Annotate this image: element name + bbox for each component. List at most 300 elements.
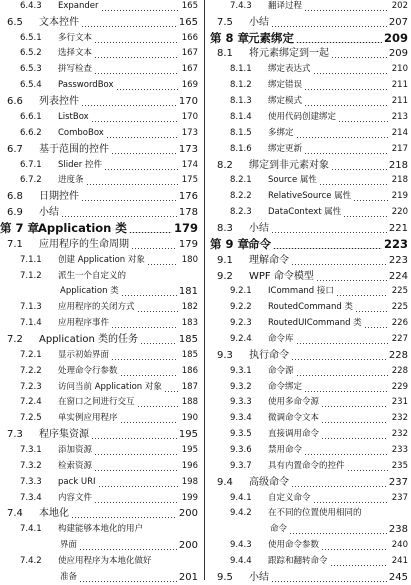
toc-entry-number: 6.5	[7, 17, 23, 28]
toc-entry-page: 232	[391, 429, 408, 439]
toc-entry-page: 218	[391, 175, 408, 185]
toc-entry	[210, 459, 408, 474]
toc-entry-page: 211	[391, 96, 408, 106]
toc-entry	[0, 173, 198, 188]
toc-entry	[210, 395, 408, 410]
dot-leader	[131, 248, 177, 249]
dot-leader	[111, 327, 178, 328]
toc-entry	[0, 522, 198, 537]
toc-entry-title: 使应用程序为本地化做好	[58, 556, 152, 566]
toc-entry-number: 9.2.3	[230, 318, 252, 328]
toc-entry	[0, 300, 198, 315]
toc-entry-page: 229	[391, 382, 408, 392]
toc-entry-number: 7.4.3	[230, 1, 252, 11]
toc-entry-page: 185	[178, 334, 198, 345]
dot-leader	[120, 422, 178, 423]
dot-leader	[321, 422, 388, 423]
toc-entry	[0, 158, 198, 173]
toc-entry	[210, 522, 408, 537]
toc-entry-title: 显示初始界面	[58, 350, 110, 360]
toc-entry-number: 7.1.2	[20, 271, 42, 281]
toc-entry	[210, 31, 408, 46]
toc-entry-number: 9.1	[217, 255, 233, 266]
toc-entry-number: 6.5.3	[20, 64, 42, 74]
toc-entry-title: 命令库	[268, 334, 294, 344]
toc-entry	[0, 475, 198, 490]
dot-leader	[147, 264, 178, 265]
toc-entry-page: 173	[181, 128, 198, 138]
toc-entry-page: 188	[181, 397, 198, 407]
toc-entry-page: 238	[388, 524, 408, 535]
toc-entry-page: 187	[181, 382, 198, 392]
toc-entry	[0, 364, 198, 379]
dot-leader	[106, 137, 178, 138]
toc-entry	[210, 506, 408, 521]
toc-entry-page: 225	[391, 286, 408, 296]
toc-entry	[210, 269, 408, 284]
toc-entry-title: ICommand 接口	[268, 286, 334, 296]
toc-entry	[210, 570, 408, 585]
toc-entry-title: 绑定错误	[268, 80, 303, 90]
dot-leader	[140, 343, 177, 344]
toc-entry-page: 221	[388, 223, 408, 234]
toc-entry-page: 179	[178, 239, 198, 250]
toc-entry	[210, 173, 408, 188]
dot-leader	[104, 169, 178, 170]
toc-entry-page: 209	[388, 48, 408, 59]
toc-entry-number: 7.2.5	[20, 413, 42, 423]
toc-entry-title: 添加资源	[58, 445, 93, 455]
toc-entry-page: 190	[181, 413, 198, 423]
toc-entry-page: 201	[178, 572, 198, 583]
toc-entry-title: 自定义命令	[268, 493, 311, 503]
dot-leader	[321, 406, 388, 407]
toc-entry-title: 处理命令行参数	[58, 366, 118, 376]
toc-entry-number: 6.7	[7, 144, 23, 155]
toc-entry	[0, 459, 198, 474]
toc-entry-number: 9.4	[217, 477, 233, 488]
toc-entry-page: 167	[181, 64, 198, 74]
toc-entry	[0, 316, 198, 331]
dot-leader	[94, 42, 178, 43]
toc-entry-page: 209	[383, 31, 408, 45]
toc-entry-title: 绑定模式	[268, 96, 303, 106]
toc-entry-number: 7.1	[7, 239, 23, 250]
toc-entry	[0, 443, 198, 458]
dot-leader	[291, 264, 387, 265]
toc-entry-number: 9.3	[217, 350, 233, 361]
toc-entry	[210, 348, 408, 363]
toc-entry-number: 6.6	[7, 96, 23, 107]
toc-entry	[0, 570, 198, 585]
dot-leader	[296, 343, 388, 344]
toc-entry	[0, 221, 198, 236]
toc-entry-number: 8.1	[217, 48, 233, 59]
dot-leader	[94, 73, 178, 74]
toc-entry	[0, 427, 198, 442]
toc-entry-title: RoutedCommand 类	[268, 302, 353, 312]
toc-entry	[0, 205, 198, 220]
toc-entry-title: WPF 命令模型	[249, 271, 314, 282]
toc-entry-title: 文本控件	[39, 17, 79, 28]
toc-entry-page: 210	[391, 64, 408, 74]
toc-entry	[210, 46, 408, 61]
dot-leader	[296, 375, 388, 376]
toc-entry	[210, 475, 408, 490]
toc-entry-page: 200	[178, 508, 198, 519]
toc-entry-title: 多绑定	[268, 128, 294, 138]
dot-leader	[313, 73, 388, 74]
toc-entry	[210, 427, 408, 442]
toc-entry-number: 6.7.1	[20, 160, 42, 170]
toc-entry-number: 9.3.2	[230, 382, 252, 392]
toc-entry	[210, 142, 408, 157]
toc-entry-page: 202	[391, 1, 408, 11]
toc-entry-number: 6.6.2	[20, 128, 42, 138]
dot-leader	[347, 470, 388, 471]
toc-entry	[210, 411, 408, 426]
toc-entry-title: 命令绑定	[268, 382, 303, 392]
toc-entry-number: 9.3.4	[230, 413, 252, 423]
toc-entry-number: 7.2.2	[20, 366, 42, 376]
toc-entry-number: 9.3.6	[230, 445, 252, 455]
dot-leader	[94, 57, 178, 58]
dot-leader	[331, 57, 387, 58]
toc-entry	[0, 78, 198, 93]
dot-leader	[79, 549, 177, 550]
dot-leader	[304, 454, 388, 455]
toc-entry	[0, 332, 198, 347]
toc-entry-title: Application 类的任务	[39, 334, 139, 345]
toc-entry-number: 9.2	[217, 271, 233, 282]
dot-leader	[94, 454, 178, 455]
toc-entry	[210, 221, 408, 236]
toc-entry-page: 170	[178, 96, 198, 107]
dot-leader	[319, 184, 388, 185]
dot-leader	[304, 89, 388, 90]
toc-entry-page: 245	[388, 572, 408, 583]
toc-entry-title: RelativeSource 属性	[268, 191, 352, 201]
toc-entry-number: 9.4.4	[230, 556, 252, 566]
toc-entry	[0, 506, 198, 521]
toc-entry-page: 214	[391, 128, 408, 138]
toc-entry-number: 8.2.2	[230, 191, 252, 201]
toc-entry	[210, 380, 408, 395]
dot-leader	[111, 153, 177, 154]
toc-entry-page: 228	[388, 350, 408, 361]
dot-leader	[273, 248, 382, 249]
toc-entry	[210, 15, 408, 30]
toc-entry-number: 第 9 章	[210, 237, 250, 251]
toc-entry-title: 小结	[39, 207, 59, 218]
toc-entry-number: 9.4.2	[230, 508, 252, 518]
toc-entry-page: 231	[391, 397, 408, 407]
toc-entry-title: 拼写检查	[58, 64, 93, 74]
toc-entry-title: 访问当前 Application 对象	[58, 382, 162, 392]
toc-entry	[210, 62, 408, 77]
toc-entry-title: 小结	[249, 572, 269, 583]
toc-entry-title: 在窗口之间进行交互	[58, 397, 135, 407]
toc-entry	[0, 348, 198, 363]
toc-entry-title: 执行命令	[249, 350, 289, 361]
toc-entry	[0, 269, 198, 284]
toc-entry-page: 165	[181, 1, 198, 11]
toc-entry-title: 界面	[60, 540, 78, 550]
toc-entry-title: 应用程序的关闭方式	[58, 302, 135, 312]
toc-entry-page: 185	[181, 350, 198, 360]
toc-entry-title: 命令源	[268, 366, 294, 376]
toc-entry	[0, 0, 198, 14]
toc-entry	[0, 189, 198, 204]
toc-entry-number: 8.2	[217, 160, 233, 171]
toc-entry-page: 200	[178, 540, 198, 551]
dot-leader	[137, 311, 178, 312]
dot-leader	[296, 42, 382, 43]
toc-entry-title: 本地化	[39, 508, 69, 519]
toc-entry	[210, 237, 408, 252]
dot-leader	[164, 391, 178, 392]
toc-entry	[210, 94, 408, 109]
toc-entry	[210, 443, 408, 458]
toc-entry-number: 7.3.2	[20, 461, 42, 471]
toc-entry-title: 内容文件	[58, 493, 93, 503]
toc-entry	[210, 78, 408, 93]
toc-entry-title: 绑定到非元素对象	[249, 160, 329, 171]
toc-entry	[210, 284, 408, 299]
toc-entry-page: 235	[391, 461, 408, 471]
toc-entry	[210, 126, 408, 141]
toc-entry-page: 224	[388, 271, 408, 282]
dot-leader	[313, 502, 388, 503]
toc-entry-number: 8.1.1	[230, 64, 252, 74]
dot-leader	[271, 581, 387, 582]
toc-entry-title: 应用程序事件	[58, 318, 110, 328]
toc-entry-title: 翻译过程	[268, 1, 303, 11]
dot-leader	[289, 533, 387, 534]
toc-entry-number: 9.2.2	[230, 302, 252, 312]
toc-entry-number: 6.5.1	[20, 33, 42, 43]
toc-entry	[0, 31, 198, 46]
dot-leader	[343, 216, 388, 217]
toc-entry-title: 单实例应用程序	[58, 413, 118, 423]
toc-entry-number: 8.2.3	[230, 207, 252, 217]
dot-leader	[353, 200, 388, 201]
toc-entry-title: ListBox	[58, 112, 89, 122]
dot-leader	[137, 406, 178, 407]
toc-entry	[210, 364, 408, 379]
toc-entry	[210, 538, 408, 553]
toc-entry	[0, 94, 198, 109]
toc-entry-title: 多行文本	[58, 33, 93, 43]
dot-leader	[271, 26, 387, 27]
toc-entry-page: 237	[388, 477, 408, 488]
toc-entry	[0, 538, 198, 553]
toc-entry-title: 微调命令文本	[268, 413, 320, 423]
toc-entry-title: Application 类	[60, 286, 119, 296]
toc-entry-number: 9.4.1	[230, 493, 252, 503]
toc-entry	[0, 253, 198, 268]
toc-entry-number: 7.1.3	[20, 302, 42, 312]
toc-entry-number: 7.3	[7, 429, 23, 440]
toc-entry-number: 8.1.4	[230, 112, 252, 122]
toc-entry-page: 219	[391, 191, 408, 201]
dot-leader	[364, 327, 388, 328]
toc-entry	[0, 554, 198, 569]
toc-entry-number: 7.1.1	[20, 255, 42, 265]
dot-leader	[304, 391, 388, 392]
dot-leader	[111, 359, 178, 360]
toc-entry-page: 232	[391, 413, 408, 423]
toc-entry-title: 选择文本	[58, 48, 93, 58]
toc-entry-page: 225	[391, 302, 408, 312]
dot-leader	[86, 184, 178, 185]
dot-leader	[291, 486, 387, 487]
toc-entry-title: 高级命令	[249, 477, 289, 488]
toc-entry-title: 小结	[249, 223, 269, 234]
dot-leader	[120, 375, 178, 376]
toc-entry-page: 211	[391, 80, 408, 90]
toc-entry-page: 186	[181, 366, 198, 376]
dot-leader	[338, 121, 388, 122]
toc-entry-number: 7.1.4	[20, 318, 42, 328]
toc-entry-page: 223	[388, 255, 408, 266]
toc-entry-title: Application 类	[38, 221, 127, 235]
toc-entry	[0, 491, 198, 506]
dot-leader	[304, 153, 388, 154]
toc-entry-page: 240	[391, 540, 408, 550]
dot-leader	[296, 137, 388, 138]
toc-entry-title: 使用命令参数	[268, 540, 320, 550]
dot-leader	[81, 200, 177, 201]
toc-entry-number: 7.4.1	[20, 524, 42, 534]
toc-entry-title: pack URI	[58, 477, 96, 487]
toc-entry-number: 6.9	[7, 207, 23, 218]
toc-entry-page: 241	[391, 556, 408, 566]
toc-entry-number: 7.2.4	[20, 397, 42, 407]
toc-entry-page: 181	[178, 286, 198, 297]
toc-entry-number: 8.1.6	[230, 144, 252, 154]
toc-entry	[210, 189, 408, 204]
dot-leader	[271, 232, 387, 233]
toc-entry	[0, 62, 198, 77]
toc-entry-page: 178	[178, 207, 198, 218]
toc-entry-title: 列表控件	[39, 96, 79, 107]
toc-entry-page: 170	[181, 112, 198, 122]
toc-entry-page: 196	[181, 461, 198, 471]
toc-entry-title: 具有内置命令的控件	[268, 461, 345, 471]
toc-entry	[210, 205, 408, 220]
toc-entry	[210, 253, 408, 268]
toc-entry-title: DataContext 属性	[268, 207, 342, 217]
dot-leader	[91, 121, 178, 122]
toc-entry-number: 8.1.5	[230, 128, 252, 138]
dot-leader	[121, 295, 177, 296]
dot-leader	[129, 232, 172, 233]
dot-leader	[316, 280, 387, 281]
dot-leader	[321, 549, 388, 550]
toc-entry	[210, 332, 408, 347]
dot-leader	[98, 486, 178, 487]
toc-entry-number: 6.7.2	[20, 175, 42, 185]
toc-entry-number: 7.3.4	[20, 493, 42, 503]
toc-entry-number: 6.4.3	[20, 1, 42, 11]
toc-entry-page: 195	[181, 445, 198, 455]
toc-entry-title: 程序集资源	[39, 429, 89, 440]
toc-entry	[0, 110, 198, 125]
toc-entry-title: 检索资源	[58, 461, 93, 471]
toc-entry-page: 198	[181, 477, 198, 487]
toc-entry-title: 创建 Application 对象	[58, 255, 145, 265]
dot-leader	[330, 565, 388, 566]
toc-entry	[210, 110, 408, 125]
toc-entry-page: 233	[391, 445, 408, 455]
toc-entry-title: 应用程序的生命周期	[39, 239, 129, 250]
toc-entry-number: 6.6.1	[20, 112, 42, 122]
toc-entry	[210, 158, 408, 173]
toc-entry-number: 8.2.1	[230, 175, 252, 185]
dot-leader	[61, 216, 177, 217]
toc-entry-title: 绑定表达式	[268, 64, 311, 74]
toc-entry-number: 6.5.4	[20, 80, 42, 90]
toc-entry-number: 第 8 章	[210, 31, 250, 45]
column-divider	[204, 0, 205, 580]
toc-entry	[0, 395, 198, 410]
toc-entry-title: 在不同的位置使用相同的	[268, 508, 362, 518]
toc-entry	[0, 237, 198, 252]
toc-entry-page: 175	[181, 175, 198, 185]
toc-entry	[0, 284, 198, 299]
toc-entry-page: 174	[181, 160, 198, 170]
toc-entry-number: 8.1.3	[230, 96, 252, 106]
dot-leader	[355, 311, 388, 312]
toc-entry-title: 元素绑定	[248, 31, 294, 45]
toc-entry-page: 173	[178, 144, 198, 155]
dot-leader	[81, 105, 177, 106]
toc-entry-number: 第 7 章	[0, 221, 40, 235]
toc-entry-title: 使用代码创建绑定	[268, 112, 337, 122]
toc-entry-title: 直接调用命令	[268, 429, 320, 439]
toc-entry-page: 165	[178, 17, 198, 28]
toc-entry-page: 166	[181, 33, 198, 43]
toc-entry-number: 8.3	[217, 223, 233, 234]
toc-entry-number: 6.8	[7, 191, 23, 202]
toc-entry-page: 179	[173, 221, 198, 235]
toc-entry-title: Slider 控件	[58, 160, 102, 170]
toc-entry-number: 9.2.4	[230, 334, 252, 344]
toc-entry-title: 派生一个自定义的	[58, 271, 127, 281]
toc-entry	[210, 0, 408, 14]
dot-leader	[291, 359, 387, 360]
toc-entry-number: 9.2.1	[230, 286, 252, 296]
toc-entry-page: 199	[181, 493, 198, 503]
toc-entry	[0, 411, 198, 426]
toc-entry-page: 180	[181, 255, 198, 265]
toc-entry	[210, 554, 408, 569]
toc-entry	[210, 300, 408, 315]
toc-entry-page: 182	[181, 302, 198, 312]
toc-entry-number: 9.3.1	[230, 366, 252, 376]
toc-entry-number: 9.3.7	[230, 461, 252, 471]
toc-entry	[0, 15, 198, 30]
dot-leader	[79, 581, 177, 582]
toc-entry-number: 9.3.5	[230, 429, 252, 439]
dot-leader	[331, 169, 387, 170]
toc-entry-number: 9.5	[217, 572, 233, 583]
toc-entry-number: 7.4	[7, 508, 23, 519]
toc-entry-title: Source 属性	[268, 175, 317, 185]
toc-entry-title: 禁用命令	[268, 445, 303, 455]
toc-entry-title: 命令	[248, 237, 271, 251]
